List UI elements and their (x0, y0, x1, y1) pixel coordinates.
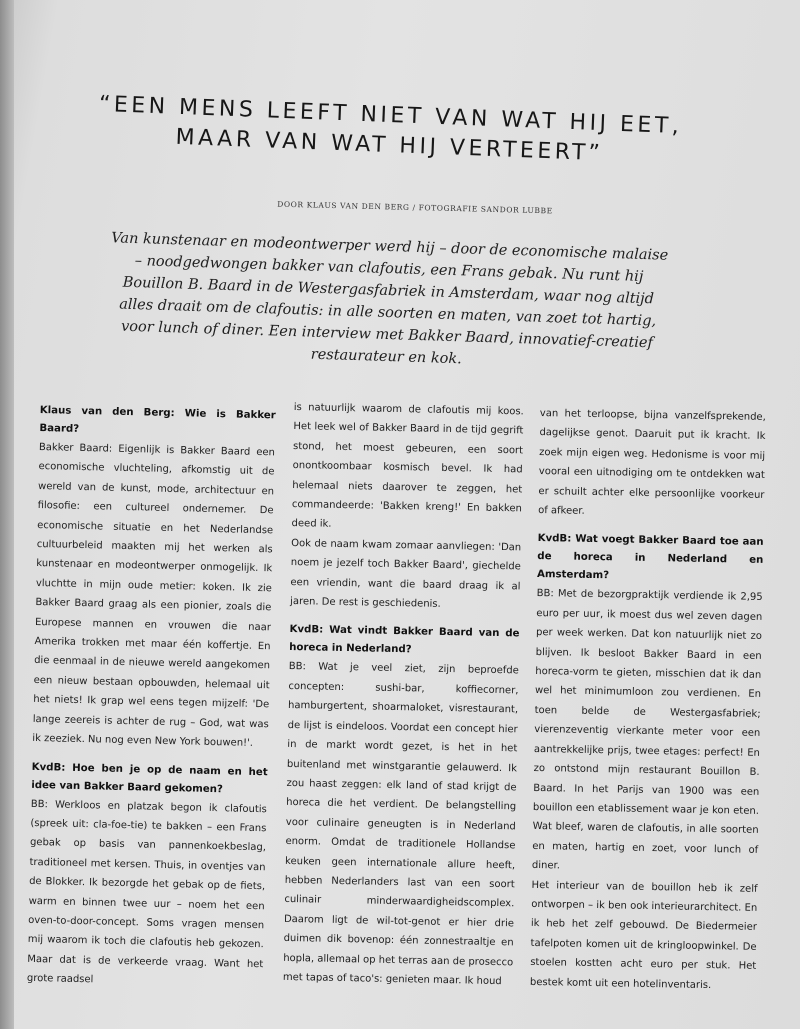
answer-paragraph: BB: Met de bezorgpraktijk verdiende ik 2,95 euro per uur, ik moest dus wel zeven dagen per week werken. Dat kon natuurlijk niet zo blijven. Ik besloot Bakker Baard in een horeca-vorm te gieten, misschien dat ik dan wel het minimumloon zou verdienen. En toen belde de Westergasfabriek; vierenzeventig vierkante meter voor een aantrekkelijke prijs, twee etages: perfect! En zo ontstond mijn restaurant Bouillon B. Baard. In het Parijs van 1900 was een bouillon een etablissement waar je kon eten. Wat bleef, waren de clafoutis, in alle soorten en maten, hartig en zoet, voor lunch of diner. (531, 588, 763, 872)
question-heading: KvdB: Wat voegt Bakker Baard toe aan de horeca in Nederland en Amsterdam? (536, 533, 764, 582)
question-heading: KvdB: Wat vindt Bakker Baard van de horeca in Nederland? (289, 624, 520, 656)
answer-paragraph: Het interieur van de bouillon heb ik zelf ontworpen – ik ben ook interieurarchitect. En ik heb het zelf gebouwd. De Biedermeier tafelpoten komen uit de kringloopwinkel. De stoelen kostten acht euro per stuk. Het bestek komt uit een hotelinventaris. (529, 879, 758, 991)
question-heading: KvdB: Hoe ben je op de naam en het idee van Bakker Baard gekomen? (31, 761, 268, 795)
answer-paragraph: Ook de naam kwam zomaar aanvliegen: 'Dan noem je jezelf toch Bakker Baard', giechelde een vriendin, want die baard draag ik al jaren. De rest is geschiedenis. (289, 537, 522, 610)
answer-paragraph: BB: Wat je veel ziet, zijn beproefde concepten: sushi-bar, koffiecorner, hamburgertent, shoarmaloket, visrestaurant, de lijst is eindeloos. Voordat een concept hier in de markt wordt gezet, is het in het buitenland met winstgarantie gelauwerd. Ik zou haast zeggen: elk land of stad krijgt de horeca die het verdient. De belangstelling voor culinaire geneugten is in Nederland enorm. Omdat de traditionele Hollandse keuken geen internationale allure heeft, hebben Nederlanders last van een soort culinair minderwaardigheidscomplex. Daarom ligt de wil-tot-genot er hier drie duimen dik bovenop: één zonnestraaltje en hopla, allemaal op het terras aan de prosecco met tapas of taco's: genieten maar. Ik houd (282, 661, 519, 988)
answer-paragraph: Bakker Baard: Eigenlijk is Bakker Baard een economische vluchteling, afkomstig uit de wereld van de kunst, mode, architectuur en filosofie: een cultureel ondernemer. De economische situatie en het Nederlandse cultuurbeleid maakten mij het werken als kunstenaar en modeontwerper onmogelijk. Ik vluchtte in mijn oude metier: koken. Ik zie Bakker Baard graag als een pionier, zoals die Europese mannen en vrouwen die naar Amerika trokken met maar één koffertje. En die eenmaal in de nieuwe wereld aangekomen een nieuw bestaan opbouwden, helemaal uit het niets! Ik grap wel eens tegen mijzelf: 'De lange zeereis is achter de rug – God, wat was ik zeeziek. Nu nog even New York bouwen!'. (32, 441, 276, 750)
article-title: “EEN MENS LEEFT NIET VAN WAT HIJ EET, MAAR VAN WAT HIJ VERTEERT” (98, 91, 683, 166)
page-spine-shadow (0, 0, 14, 1029)
answer-paragraph: van het terloopse, bijna vanzelfsprekende, dagelijkse genot. Daaruit put ik kracht. Ik zoek mijn eigen weg. Hedonisme is voor mij vooral een uitnodiging om te ontdekken wat er schuilt achter elke persoonlijke voorkeur of afkeer. (538, 407, 766, 517)
answer-paragraph: BB: Werkloos en platzak begon ik clafoutis (spreek uit: cla-foe-tie) te bakken – een Frans gebak op basis van pannenkoekbeslag, traditioneel met kersen. Thuis, in oventjes van de Blokker. Ik bezorgde het gebak op de fiets, warm en binnen twee uur – noem het een oven-to-door-concept. Soms vragen mensen mij waarom ik toch die clafoutis heb gekozen. Maar dat is de verkeerde vraag. Want het grote raadsel (26, 798, 267, 986)
question-heading: Klaus van den Berg: Wie is Bakker Baard? (39, 404, 276, 435)
text-column-1 (27, 402, 276, 994)
text-column-3 (530, 404, 766, 996)
article-intro: Van kunstenaar en modeontwerper werd hij – door de economische malaise – noodgedwongen bakker van clafoutis, een Frans gebak. Nu runt hij Bouillon B. Baard in de Westergasfabriek in Amsterdam, waar nog altijd alles draait om de clafoutis: in alle soorten en maten, van zoet tot hartig, voor lunch of diner. Een interview met Bakker Baard, innovatief-creatief restaurateur en kok. (111, 230, 669, 368)
answer-paragraph: is natuurlijk waarom de clafoutis mij koos. Het leek wel of Bakker Baard in de tijd gegrift stond, het moest gebeuren, een soort onontkoombaar kosmisch bevel. Ik had helemaal niets daarover te zeggen, het commandeerde: 'Bakken kreng!' En bakken deed ik. (291, 401, 524, 531)
article-byline: DOOR KLAUS VAN DEN BERG / FOTOGRAFIE SANDOR LUBBE (277, 199, 553, 216)
text-column-2 (283, 398, 524, 992)
